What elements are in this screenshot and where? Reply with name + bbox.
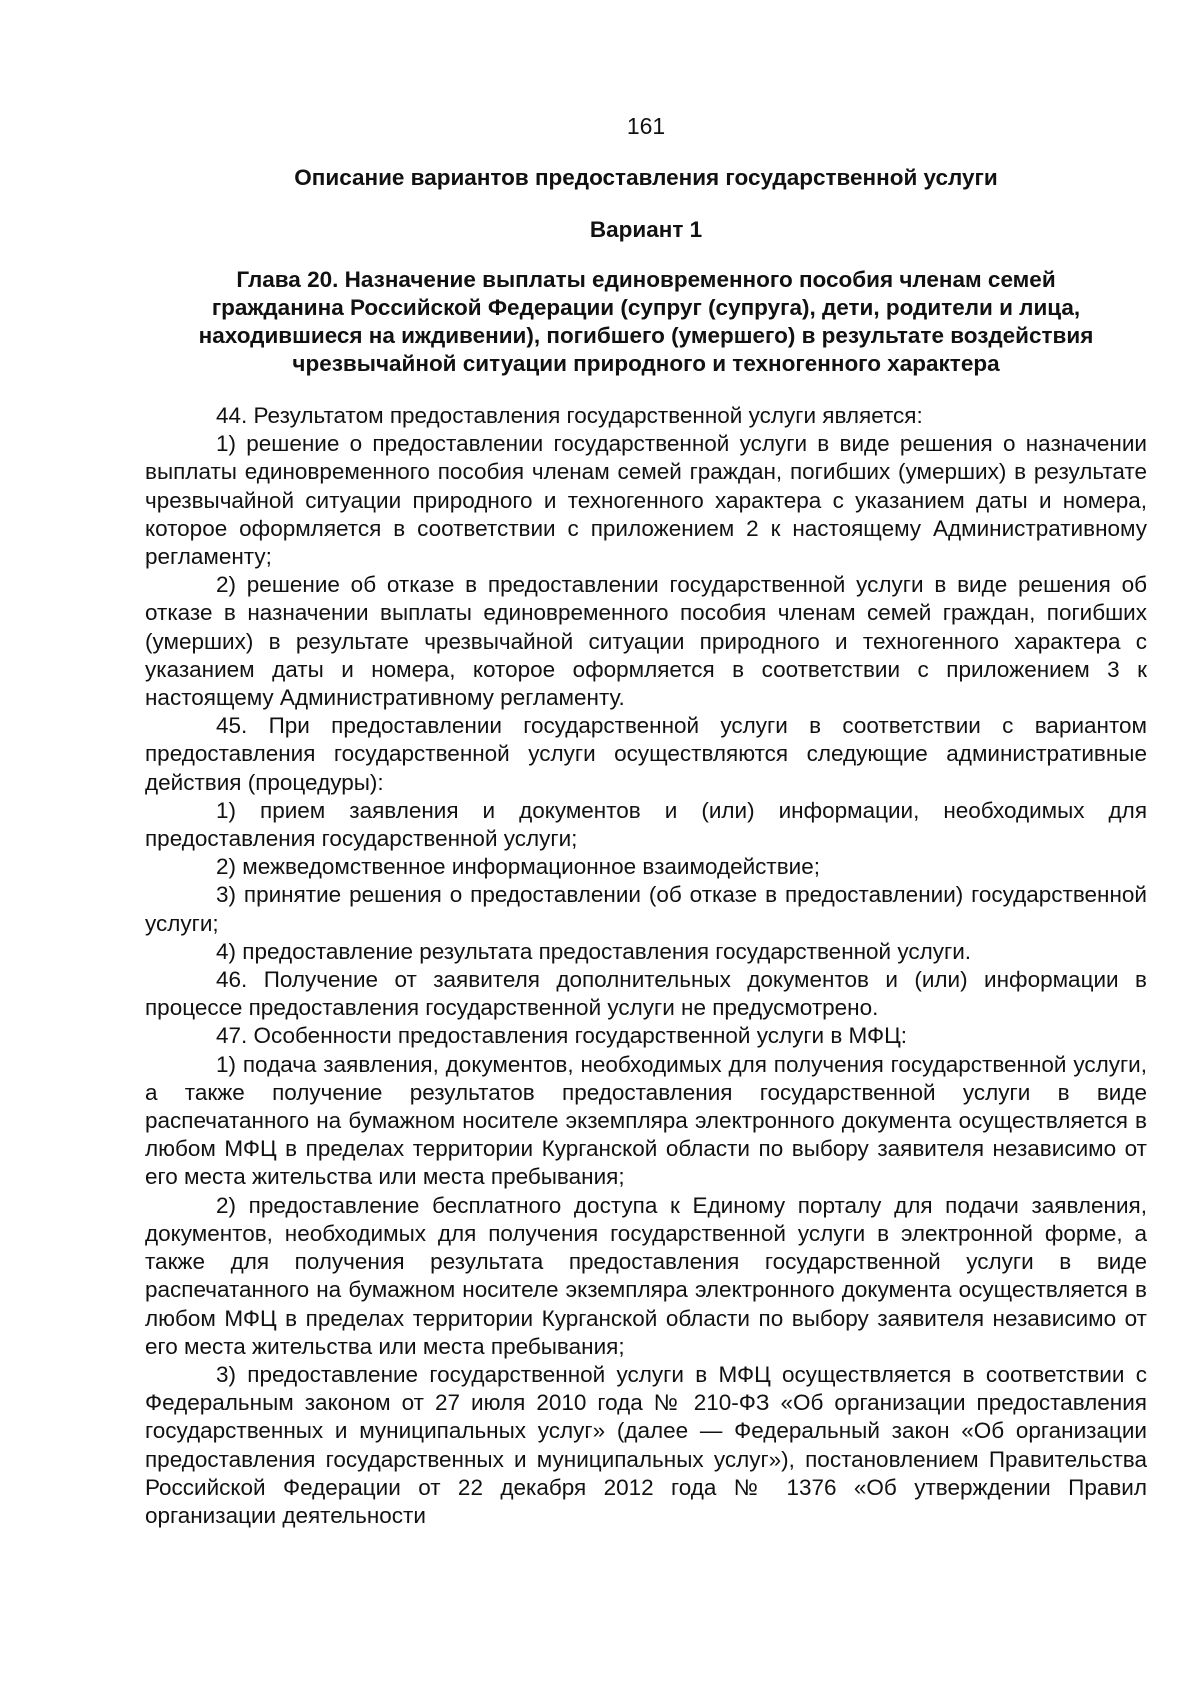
variant-title: Вариант 1 — [589, 217, 703, 242]
chapter-title-line: Глава 20. Назначение выплаты единовременного пособия членам семей — [236, 267, 1056, 292]
body-text — [145, 402, 1147, 1530]
paragraph-47: 47. Особенности предоставления государственной услуги в МФЦ: — [216, 1023, 908, 1049]
section-title: Описание вариантов предоставления государственной услуги — [294, 165, 998, 190]
paragraph-47-item-2: 2) предоставление бесплатного доступа к Единому порталу для подачи заявления, документов, необходимых для получения государственной услуги в электронной форме, а также для получения результата предоставления государственной услуги в виде распечатанного на бумажном носителе экземпляра электронного документа осуществляется в любом МФЦ в пределах территории Курганской области по выбору заявителя независимо от его места жительства или места пребывания; — [145, 1192, 1147, 1359]
chapter-title — [145, 266, 1147, 378]
paragraph-44: 44. Результатом предоставления государственной услуги является: — [216, 403, 923, 428]
page-number: 161 — [626, 113, 666, 139]
chapter-title-line: находившиеся на иждивении), погибшего (умершего) в результате воздействия — [198, 323, 1094, 348]
paragraph-47-item-1: 1) подача заявления, документов, необходимых для получения государственной услуги, а также получение результатов предоставления государственной услуги в виде распечатанного на бумажном носителе экземпляра электронного документа осуществляется в любом МФЦ в пределах территории Курганской области по выбору заявителя независимо от его места жительства или места пребывания; — [145, 1051, 1147, 1190]
chapter-title-line: чрезвычайной ситуации природного и техногенного характера — [292, 351, 1000, 376]
document-page — [145, 112, 1147, 1530]
paragraph-44-item-2: 2) решение об отказе в предоставлении государственной услуги в виде решения об отказе в назначении выплаты единовременного пособия членам семей граждан, погибших (умерших) в результате чрезвычайной ситуации природного и техногенного характера с указанием даты и номера, которое оформляется в соответствии с приложением 3 к настоящему Административному регламенту. — [145, 572, 1147, 711]
paragraph-44-item-1: 1) решение о предоставлении государственной услуги в виде решения о назначении выплаты единовременного пособия членам семей граждан, погибших (умерших) в результате чрезвычайной ситуации природного и техногенного характера с указанием даты и номера, которое оформляется в соответствии с приложением 2 к настоящему Административному регламенту; — [145, 431, 1147, 570]
paragraph-45: 45. При предоставлении государственной услуги в соответствии с вариантом предоставления государственной услуги осуществляются следующие административные действия (процедуры): — [145, 713, 1147, 795]
paragraph-45-item-2: 2) межведомственное информационное взаимодействие; — [216, 854, 821, 880]
paragraph-46: 46. Получение от заявителя дополнительных документов и (или) информации в процессе предоставления государственной услуги не предусмотрено. — [145, 967, 1147, 1021]
paragraph-47-item-3: 3) предоставление государственной услуги в МФЦ осуществляется в соответствии с Федеральным законом от 27 июля 2010 года № 210-ФЗ «Об организации предоставления государственных и муниципальных услуг» (далее — Федеральный закон «Об организации предоставления государственных и муниципальных услуг»), постановлением Правительства Российской Федерации от 22 декабря 2012 года № 1376 «Об утверждении Правил организации деятельности — [145, 1361, 1147, 1528]
paragraph-45-item-3: 3) принятие решения о предоставлении (об отказе в предоставлении) государственной услуги; — [145, 882, 1147, 936]
paragraph-45-item-1: 1) прием заявления и документов и (или) информации, необходимых для предоставления государственной услуги; — [145, 797, 1147, 852]
paragraph-45-item-4: 4) предоставление результата предоставления государственной услуги. — [216, 938, 972, 964]
chapter-title-line: гражданина Российской Федерации (супруг (супруга), дети, родители и лица, — [211, 295, 1081, 320]
